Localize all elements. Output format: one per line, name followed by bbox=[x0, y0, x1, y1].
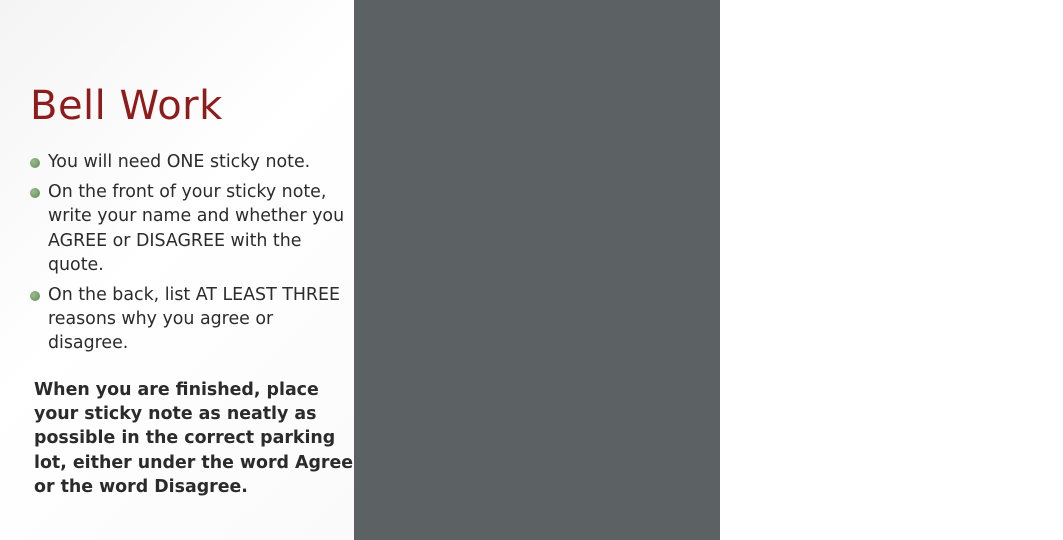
content-panel bbox=[0, 0, 354, 540]
bullet-text: On the back, list AT LEAST THREE reasons why you agree or disagree. bbox=[48, 285, 340, 354]
bullet-text: On the front of your sticky note, write your name and whether you AGREE or DISAGREE with the quote. bbox=[48, 182, 345, 275]
bullet-dot-icon bbox=[30, 158, 40, 168]
syllabus-quote: “It is my goal in this class to create a safe environment in which we examine our assumptions . . . Discomfort can be part of the learning process as we are challenged to shift our paradigms*. I invite you to sit with this discomfort. However, if the discomfort starts to turn to distress, I want you to take care of yourself. You can withdraw from an activity or even leave the classroom.” bbox=[733, 168, 1059, 402]
bullet-list bbox=[30, 150, 352, 362]
bullet-dot-icon bbox=[30, 188, 40, 198]
bullet-text: You will need ONE sticky note. bbox=[48, 152, 311, 172]
intro-text: This is a note found on CUNY Graduate Center graduate student teacher Kyla Bender-Baird’s course syllabus: bbox=[733, 46, 1038, 108]
list-item bbox=[30, 180, 352, 277]
footnote: *paradigm: A typical example or pattern of something; a model bbox=[733, 478, 996, 512]
sidebar-panel bbox=[354, 0, 1059, 540]
list-item bbox=[30, 283, 352, 356]
closing-instructions: When you are finished, place your sticky note as neatly as possible in the correct parking lot, either under the word Agree or the word Disagree. bbox=[34, 380, 354, 497]
list-item bbox=[30, 150, 352, 174]
slide-title: Bell Work bbox=[30, 83, 223, 129]
bullet-dot-icon bbox=[30, 291, 40, 301]
